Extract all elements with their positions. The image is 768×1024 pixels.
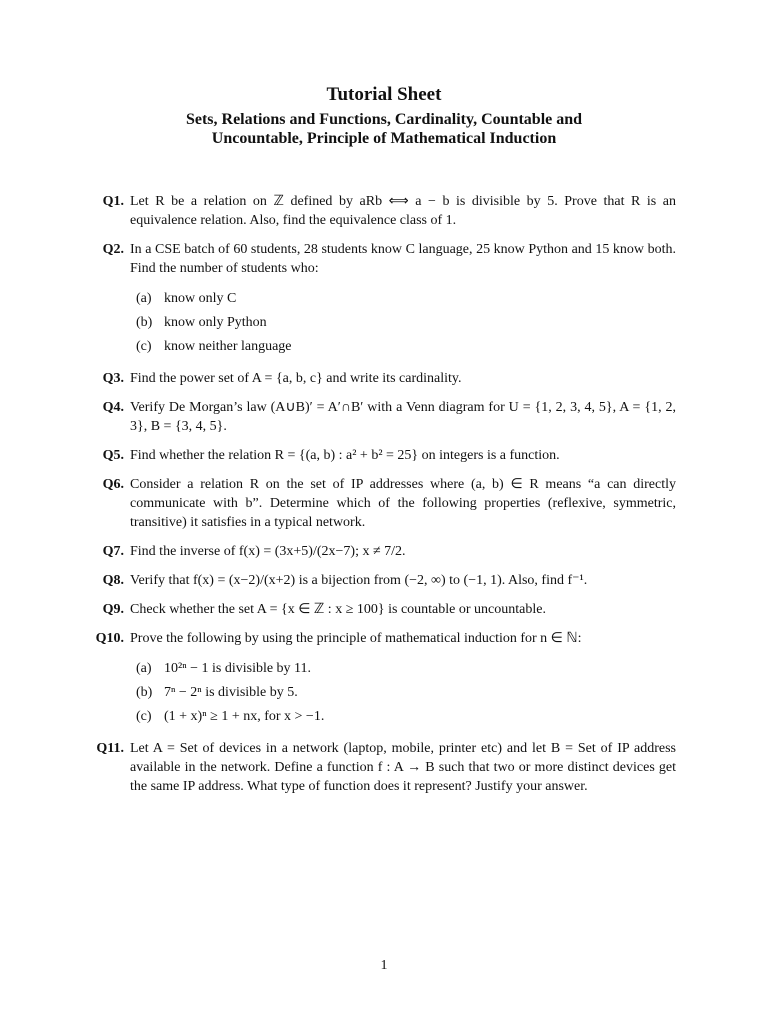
question-number: Q2. — [102, 242, 124, 257]
sub-item-label: (c) — [136, 709, 152, 724]
question-1 — [94, 192, 676, 230]
question-number: Q6. — [102, 477, 124, 492]
sub-item-list — [136, 657, 676, 729]
question-text: Check whether the set A = {x ∈ ℤ : x ≥ 100} is countable or uncountable. — [130, 602, 546, 617]
sub-item-text: (1 + x)ⁿ ≥ 1 + nx, for x > −1. — [164, 709, 325, 724]
question-number: Q3. — [102, 371, 124, 386]
sub-item — [136, 287, 676, 311]
sub-item-label: (b) — [136, 315, 153, 330]
question-text: Consider a relation R on the set of IP addresses where (a, b) ∈ R means “a can directly communicate with b”. Determine which of the following properties (reflexive, symmetric, transitive) it satisfies in a typical network. — [130, 477, 676, 530]
question-number: Q8. — [102, 573, 124, 588]
question-number: Q11. — [96, 741, 124, 756]
question-text: In a CSE batch of 60 students, 28 students know C language, 25 know Python and 15 know both. Find the number of students who: — [130, 242, 676, 276]
question-text: Find the power set of A = {a, b, c} and write its cardinality. — [130, 371, 462, 386]
sub-item-label: (b) — [136, 685, 153, 700]
question-10 — [94, 629, 676, 729]
sub-item-text: know only C — [164, 291, 237, 306]
question-8 — [94, 571, 676, 590]
question-text: Verify De Morgan’s law (A∪B)′ = A′∩B′ with a Venn diagram for U = {1, 2, 3, 4, 5}, A = {1, 2, 3}, B = {3, 4, 5}. — [130, 400, 676, 434]
question-number: Q9. — [102, 602, 124, 617]
question-7 — [94, 542, 676, 561]
subtitle-line-2: Uncountable, Principle of Mathematical Induction — [211, 130, 557, 147]
question-4 — [94, 398, 676, 436]
sub-item-label: (a) — [136, 661, 152, 676]
sub-item-text: 7ⁿ − 2ⁿ is divisible by 5. — [164, 685, 298, 700]
sub-item-label: (c) — [136, 339, 152, 354]
question-text: Let R be a relation on ℤ defined by aRb ⟺ a − b is divisible by 5. Prove that R is an equivalence relation. Also, find the equivalence class of 1. — [130, 194, 676, 228]
sub-item — [136, 705, 676, 729]
question-text: Find the inverse of f(x) = (3x+5)/(2x−7); x ≠ 7/2. — [130, 544, 406, 559]
sub-item-text: 10²ⁿ − 1 is divisible by 11. — [164, 661, 312, 676]
question-text: Prove the following by using the principle of mathematical induction for n ∈ ℕ: — [130, 631, 582, 646]
sub-item — [136, 335, 676, 359]
page-number: 1 — [380, 958, 388, 973]
question-text: Find whether the relation R = {(a, b) : a² + b² = 25} on integers is a function. — [130, 448, 560, 463]
question-number: Q5. — [102, 448, 124, 463]
question-text: Verify that f(x) = (x−2)/(x+2) is a bijection from (−2, ∞) to (−1, 1). Also, find f⁻¹. — [130, 573, 588, 588]
question-number: Q7. — [102, 544, 124, 559]
question-number: Q1. — [102, 194, 124, 209]
document-title: Tutorial Sheet — [326, 84, 442, 105]
question-2 — [94, 240, 676, 359]
question-6 — [94, 475, 676, 532]
sub-item-list — [136, 287, 676, 359]
sub-item — [136, 311, 676, 335]
question-5 — [94, 446, 676, 465]
sub-item-text: know only Python — [164, 315, 267, 330]
sub-item-text: know neither language — [164, 339, 292, 354]
sub-item — [136, 681, 676, 705]
question-number: Q10. — [95, 631, 124, 646]
question-11 — [94, 739, 676, 796]
sub-item-label: (a) — [136, 291, 152, 306]
question-3 — [94, 369, 676, 388]
question-9 — [94, 600, 676, 619]
document-subtitle — [84, 110, 684, 148]
subtitle-line-1: Sets, Relations and Functions, Cardinality, Countable and — [185, 111, 583, 128]
question-number: Q4. — [102, 400, 124, 415]
question-text: Let A = Set of devices in a network (laptop, mobile, printer etc) and let B = Set of IP address available in the network. Define a function f : A → B such that two or more distinct devices get the same IP address. What type of function does it represent? Justify your answer. — [130, 741, 676, 794]
question-list — [94, 192, 676, 796]
sub-item — [136, 657, 676, 681]
